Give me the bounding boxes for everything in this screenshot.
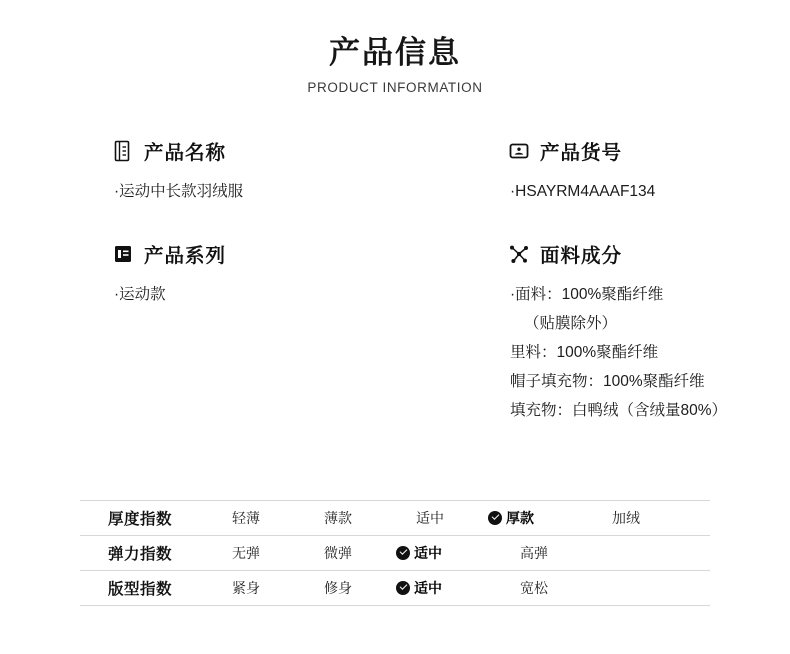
option-label: 薄款 <box>324 510 352 526</box>
check-circle-icon <box>488 511 502 525</box>
info-line: ·运动中长款羽绒服 <box>114 183 244 201</box>
option-label: 修身 <box>324 580 352 596</box>
info-column-right <box>508 137 790 459</box>
row-options <box>200 508 710 528</box>
archive-box-icon <box>112 243 134 265</box>
info-block-product-series <box>112 240 442 309</box>
option-cell-selected[interactable] <box>476 508 580 528</box>
option-label: 高弹 <box>520 545 548 561</box>
option-label: 轻薄 <box>232 510 260 526</box>
row-label: 弹力指数 <box>107 546 172 563</box>
block-title: 产品名称 <box>144 142 227 165</box>
option-cell[interactable] <box>292 508 384 528</box>
option-label: 宽松 <box>520 580 548 596</box>
block-header <box>112 240 442 268</box>
option-cell[interactable] <box>384 508 476 528</box>
info-column-left <box>112 137 442 343</box>
molecule-icon <box>508 243 530 265</box>
barcode-tag-icon <box>508 140 530 162</box>
block-content <box>112 177 442 206</box>
index-table <box>80 500 710 606</box>
block-content <box>508 280 790 425</box>
option-label: 适中 <box>414 580 442 596</box>
info-line: 里料：100%聚酯纤维 <box>510 344 659 362</box>
option-cell[interactable] <box>200 508 292 528</box>
option-cell-selected[interactable] <box>384 578 488 598</box>
option-cell-selected[interactable] <box>384 543 488 563</box>
block-header <box>508 240 790 268</box>
table-row <box>80 536 710 571</box>
block-title: 产品货号 <box>540 142 623 165</box>
block-header <box>508 137 790 165</box>
row-options <box>200 578 710 598</box>
option-cell[interactable] <box>488 578 580 598</box>
option-cell[interactable] <box>488 543 580 563</box>
option-label: 适中 <box>414 545 442 561</box>
check-circle-icon <box>396 581 410 595</box>
option-label: 微弹 <box>324 545 352 561</box>
info-line: ·运动款 <box>114 286 166 304</box>
option-cell[interactable] <box>292 543 384 563</box>
block-content <box>508 177 790 206</box>
info-line: 帽子填充物：100%聚酯纤维 <box>510 373 705 391</box>
page-title: 产品信息 <box>329 35 461 70</box>
option-cell[interactable] <box>200 543 292 563</box>
table-row <box>80 500 710 536</box>
info-line: ·面料：100%聚酯纤维 <box>510 286 664 304</box>
block-header <box>112 137 442 165</box>
row-label: 厚度指数 <box>107 511 172 528</box>
page-subtitle: PRODUCT INFORMATION <box>307 80 483 96</box>
check-circle-icon <box>396 546 410 560</box>
page-header <box>0 0 790 95</box>
block-content <box>112 280 442 309</box>
option-label: 厚款 <box>506 510 534 526</box>
option-label: 无弹 <box>232 545 260 561</box>
option-cell[interactable] <box>292 578 384 598</box>
info-line: 填充物：白鸭绒（含绒量80%） <box>510 402 728 420</box>
document-list-icon <box>112 140 134 162</box>
info-line: （贴膜除外） <box>524 315 618 333</box>
row-label: 版型指数 <box>107 581 172 598</box>
row-options <box>200 543 710 563</box>
info-block-product-code <box>508 137 790 206</box>
option-label: 适中 <box>416 510 444 526</box>
block-title: 面料成分 <box>540 245 623 268</box>
info-block-product-name <box>112 137 442 206</box>
info-block-fabric-composition <box>508 240 790 425</box>
block-title: 产品系列 <box>144 245 227 268</box>
option-cell[interactable] <box>580 508 672 528</box>
option-label: 紧身 <box>232 580 260 596</box>
table-row <box>80 571 710 606</box>
info-line: ·HSAYRM4AAAF134 <box>510 183 656 201</box>
option-label: 加绒 <box>612 510 640 526</box>
option-cell[interactable] <box>200 578 292 598</box>
